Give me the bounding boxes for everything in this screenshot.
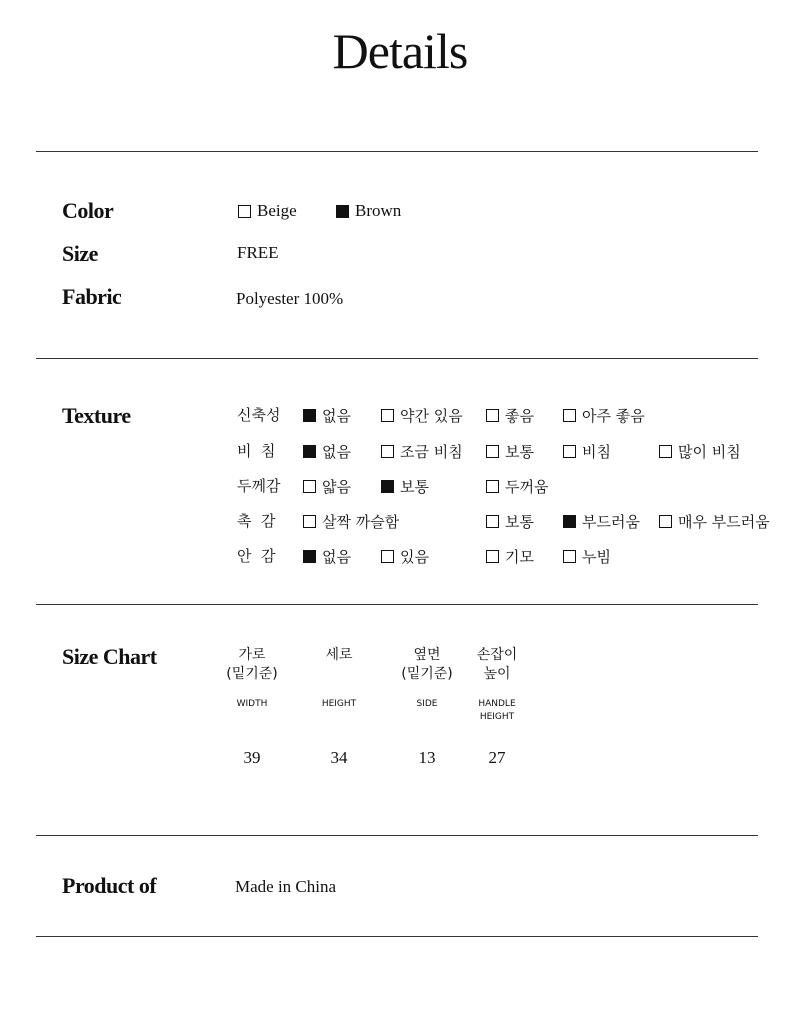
checkbox-brown (336, 205, 349, 218)
column-header-en: SIDE (416, 699, 438, 709)
color-label: Color (62, 198, 114, 223)
option-label: 비침 (582, 443, 611, 461)
column-header-ko-sub: (밑기준) (226, 666, 278, 682)
checkbox (303, 445, 316, 458)
column-header-ko-sub: (밑기준) (401, 666, 453, 682)
checkbox (486, 445, 499, 458)
texture-option (486, 511, 534, 532)
option-label: 있음 (400, 548, 429, 566)
column-value: 34 (330, 748, 348, 767)
texture-option (486, 405, 534, 426)
checkbox (563, 445, 576, 458)
texture-option (563, 546, 611, 567)
texture-label: Texture (62, 403, 131, 428)
option-label: 좋음 (505, 407, 534, 425)
checkbox (303, 480, 316, 493)
checkbox (381, 550, 394, 563)
option-label: 없음 (322, 443, 351, 461)
option-label: 없음 (322, 407, 351, 425)
column-header-en-sub: HEIGHT (479, 712, 515, 722)
texture-option (381, 441, 463, 462)
divider (36, 936, 758, 937)
texture-option (563, 441, 611, 462)
checkbox (486, 550, 499, 563)
column-header-ko: 가로 (238, 647, 266, 663)
option-label: 얇음 (322, 478, 351, 496)
texture-row-name: 비 침 (237, 442, 276, 460)
fabric-label: Fabric (62, 284, 122, 309)
size-label: Size (62, 241, 98, 266)
column-header-ko-sub: 높이 (483, 666, 511, 682)
option-label: 부드러움 (582, 513, 640, 531)
checkbox (563, 409, 576, 422)
size-chart-column-height (309, 646, 369, 768)
texture-option (303, 405, 351, 426)
option-label: 없음 (322, 548, 351, 566)
checkbox (486, 409, 499, 422)
checkbox (563, 550, 576, 563)
color-option-label: Beige (257, 201, 297, 220)
checkbox (381, 480, 394, 493)
size-value: FREE (237, 243, 279, 262)
divider (36, 604, 758, 605)
page-title: Details (332, 23, 468, 79)
checkbox (486, 480, 499, 493)
color-option-beige (238, 201, 297, 221)
column-header-ko: 세로 (325, 647, 353, 663)
texture-option (303, 476, 351, 497)
checkbox (381, 409, 394, 422)
texture-row-name: 안 감 (237, 547, 276, 565)
option-label: 매우 부드러움 (678, 513, 770, 531)
fabric-value: Polyester 100% (236, 289, 344, 308)
texture-option (563, 511, 640, 532)
texture-option (303, 441, 351, 462)
column-header-ko: 옆면 (413, 647, 441, 663)
option-label: 많이 비침 (678, 443, 741, 461)
divider (36, 151, 758, 152)
texture-row-name: 촉 감 (237, 512, 276, 530)
option-label: 살짝 까슬함 (322, 513, 400, 531)
texture-option (659, 511, 770, 532)
checkbox (303, 409, 316, 422)
color-option-brown (336, 201, 401, 221)
column-value: 39 (243, 748, 261, 767)
option-label: 기모 (505, 548, 534, 566)
texture-option (381, 405, 463, 426)
column-value: 27 (488, 748, 506, 767)
divider (36, 835, 758, 836)
texture-option (381, 476, 429, 497)
checkbox (381, 445, 394, 458)
option-label: 보통 (400, 478, 429, 496)
option-label: 아주 좋음 (582, 407, 645, 425)
option-label: 약간 있음 (400, 407, 463, 425)
texture-option (303, 546, 351, 567)
size-chart-label: Size Chart (62, 644, 157, 669)
size-chart-column-side (397, 646, 457, 768)
checkbox (659, 515, 672, 528)
texture-option (303, 511, 399, 532)
product-of-label: Product of (62, 873, 157, 898)
texture-option (659, 441, 741, 462)
checkbox-beige (238, 205, 251, 218)
product-of-value: Made in China (235, 877, 337, 896)
column-header-en: HEIGHT (321, 699, 357, 709)
size-chart-column-handle (467, 646, 527, 768)
option-label: 보통 (505, 513, 534, 531)
option-label: 조금 비침 (400, 443, 463, 461)
option-label: 누빔 (582, 548, 611, 566)
texture-option (486, 546, 534, 567)
color-option-label: Brown (355, 201, 402, 220)
texture-option (563, 405, 645, 426)
column-header-ko: 손잡이 (476, 647, 518, 663)
checkbox (659, 445, 672, 458)
option-label: 보통 (505, 443, 534, 461)
texture-option (381, 546, 429, 567)
checkbox (486, 515, 499, 528)
divider (36, 358, 758, 359)
checkbox (303, 515, 316, 528)
texture-row-name: 신축성 (237, 406, 281, 424)
texture-option (486, 441, 534, 462)
texture-option (486, 476, 548, 497)
texture-row-name: 두께감 (237, 477, 281, 495)
size-chart-column-width (222, 646, 282, 768)
checkbox (303, 550, 316, 563)
column-header-ko-sub (309, 665, 369, 684)
column-header-en: HANDLE (478, 699, 516, 709)
checkbox (563, 515, 576, 528)
column-header-en: WIDTH (236, 699, 268, 709)
column-value: 13 (418, 748, 436, 767)
option-label: 두꺼움 (505, 478, 549, 496)
